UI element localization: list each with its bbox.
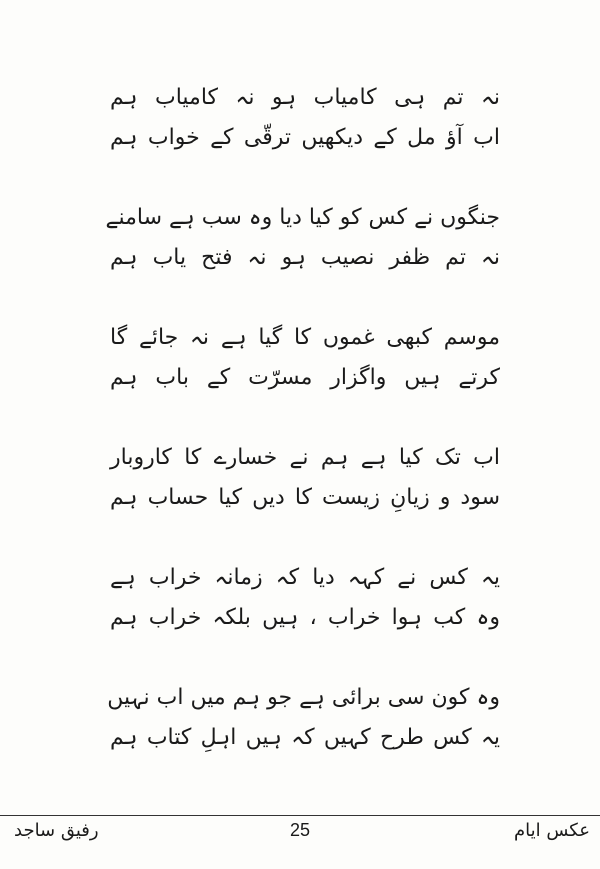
verse-line: وہ کب ہوا خراب ، ہیں بلکہ خراب ہم (110, 605, 500, 630)
footer-divider (0, 815, 600, 816)
verse-line: یہ کس نے کہہ دیا کہ زمانہ خراب ہے (110, 565, 500, 590)
verse-line: سود و زیانِ زیست کا دیں کیا حساب ہم (110, 485, 500, 510)
stanza (110, 318, 500, 398)
verse-line: نہ تم ظفر نصیب ہو نہ فتح یاب ہم (110, 245, 500, 270)
page-footer (0, 820, 600, 856)
page-number: 25 (289, 820, 311, 840)
book-title: عکس ایام (514, 820, 590, 841)
verse-line: موسم کبھی غموں کا گیا ہے نہ جائے گا (110, 325, 500, 350)
stanza (110, 558, 500, 638)
verse-line: یہ کس طرح کہیں کہ ہیں اہلِ کتاب ہم (110, 725, 500, 750)
stanza (110, 78, 500, 158)
verse-line: وہ کون سی برائی ہے جو ہم میں اب نہیں (107, 685, 500, 710)
verse-line: اب تک کیا ہے ہم نے خسارے کا کاروبار (110, 445, 500, 470)
verse-line: جنگوں نے کس کو کیا دیا وہ سب ہے سامنے (105, 205, 500, 230)
stanza (110, 438, 500, 518)
author-name: رفیق ساجد (14, 820, 99, 841)
verse-line: نہ تم ہی کامیاب ہو نہ کامیاب ہم (110, 85, 500, 110)
verse-line: کرتے ہیں واگزار مسرّت کے باب ہم (110, 365, 500, 390)
stanza (105, 198, 500, 278)
poem (105, 78, 500, 798)
stanza (107, 678, 500, 758)
verse-line: اب آؤ مل کے دیکھیں ترقّی کے خواب ہم (110, 125, 500, 150)
